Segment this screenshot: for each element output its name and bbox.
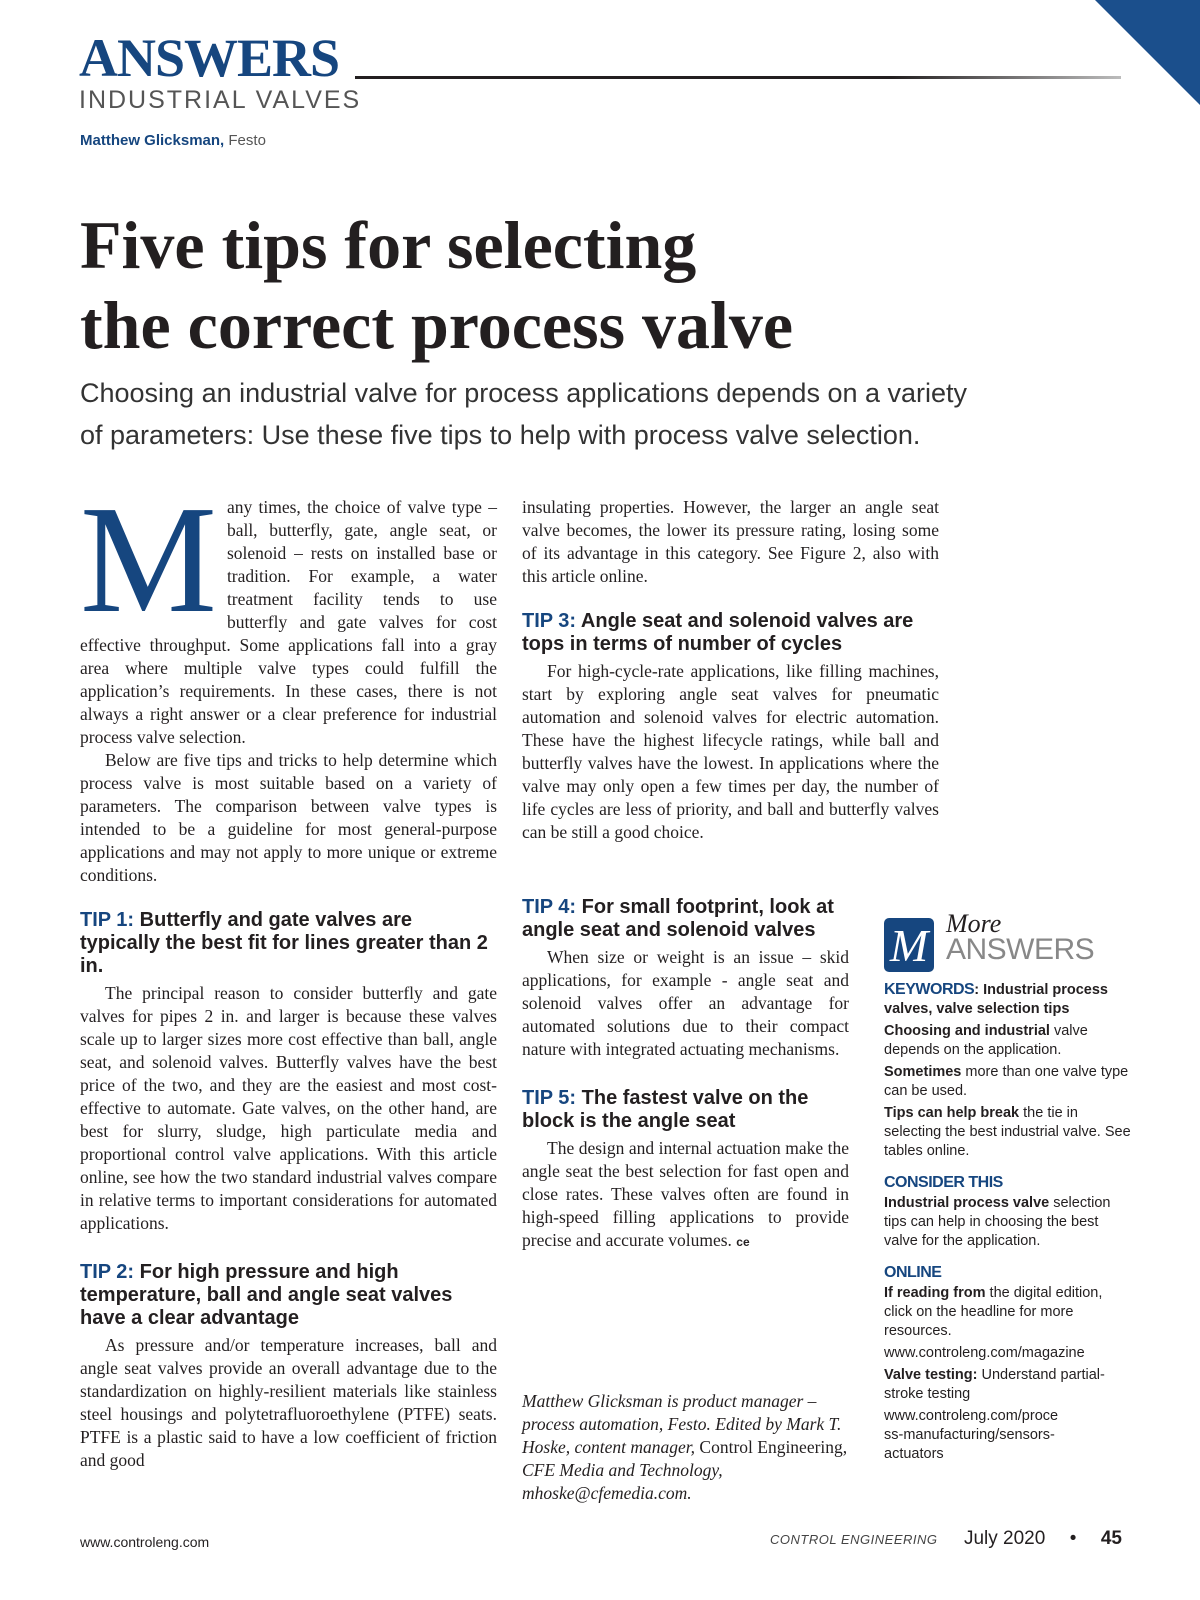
section-subtitle: INDUSTRIAL VALVES — [79, 86, 362, 114]
column-2 — [522, 496, 939, 844]
footer-website[interactable]: www.controleng.com — [80, 1534, 210, 1550]
footer-date: July 2020 — [963, 1528, 1046, 1549]
tip-5-text: The design and internal actuation make the angle seat the best selection for fast open and close rates. These valves often are found in high-speed filling applications to provide precise and accurate volumes. — [522, 1138, 849, 1250]
tip-4-number: TIP 4: — [522, 896, 577, 918]
online-point-2-text: Understand partial-stroke testing — [884, 1367, 1105, 1402]
tip-2-title: For high pressure and high temperature, ball and angle seat valves have a clear advantage — [80, 1261, 453, 1329]
author-bio — [522, 1390, 849, 1505]
tip-4-heading — [522, 896, 849, 942]
tip-5-number: TIP 5: — [522, 1087, 577, 1109]
online-point-2 — [884, 1366, 1134, 1404]
intro-text-1: any times, the choice of valve type – ball, butterfly, gate, angle seat, or solenoid – rests on installed base or tradition. For example, a water treatment facility tends to use butterfly and gate valves for cost effective throughput. Some applications fall into a gray area where multiple valve types could fulfill the application’s requirements. In these cases, there is not always a right answer or a clear preference for industrial process valve selection. — [80, 497, 497, 747]
tip-1-title: Butterfly and gate valves are typically the best fit for lines greater than 2 in. — [80, 909, 488, 977]
tip-5-body — [522, 1137, 849, 1254]
headline-line-1: Five tips for selecting — [80, 207, 697, 283]
column-1 — [80, 475, 497, 1472]
bio-publication: Control Engineering, — [699, 1437, 848, 1457]
end-mark: ce — [736, 1235, 750, 1249]
online-link-valve-testing[interactable]: www.controleng.com/process-manufacturing/sensors-actuators — [884, 1408, 1059, 1462]
consider-this-rest: selection tips can help in choosing the best valve for the application. — [884, 1195, 1111, 1249]
logo-answers: ANSWERS — [946, 933, 1095, 966]
intro-paragraph-1 — [80, 475, 497, 749]
footer-folio — [770, 1528, 1122, 1550]
keyword-point-2-text: more than one valve type can be used. — [884, 1064, 1129, 1099]
tip-3-heading — [522, 610, 939, 656]
tip-2-body: As pressure and/or temperature increases, ball and angle seat valves provide an overall advantage due to the standardization on highly-resilient materials like stainless steel housings and polytetrafluoroethylene (PTFE) seats. PTFE is a plastic said to have a low coefficient of friction and good — [80, 1335, 497, 1470]
header-rule — [355, 76, 1121, 79]
headline-line-2: the correct process valve — [80, 287, 794, 363]
online-point-2-bold: Valve testing: — [884, 1367, 978, 1383]
consider-this-bold: Industrial process valve — [884, 1195, 1050, 1211]
column-2-lower — [522, 896, 849, 1254]
more-answers-logo — [884, 909, 1134, 980]
tip-3-number: TIP 3: — [522, 610, 577, 632]
online-point-1-text: the digital edition, click on the headline for more resources. — [884, 1285, 1103, 1339]
tip-3-title: Angle seat and solenoid valves are tops in terms of number of cycles — [522, 610, 914, 655]
consider-this-text — [884, 1194, 1134, 1251]
tip-1-number: TIP 1: — [80, 909, 135, 931]
section-title: ANSWERS — [79, 28, 340, 88]
tip-1-body: The principal reason to consider butterfly and gate valves for pipes 2 in. and larger is because these valves scale up to larger sizes more cost effective than ball, angle seat, and solenoid valves. Butterfly valves have the best price of the two, and they are the easiest and most cost-effective to automate. Gate valves, on the other hand, are best for slurry, sludge, high particulate media and proportional control valve applications. With this article online, see how the two standard industrial valves compare in relative terms to important considerations for automated applications. — [80, 983, 497, 1233]
corner-triangle — [1095, 0, 1200, 105]
keyword-point-2-bold: Sometimes — [884, 1064, 962, 1080]
author-org: Festo — [228, 132, 266, 149]
deck-line-1: Choosing an industrial valve for process applications depends on a variety — [80, 378, 968, 408]
author-name: Matthew Glicksman, — [80, 132, 225, 149]
consider-this-label: CONSIDER THIS — [884, 1174, 1003, 1191]
keyword-point-2 — [884, 1063, 1134, 1101]
tip-2-heading — [80, 1261, 497, 1330]
tip-2-number: TIP 2: — [80, 1261, 135, 1283]
tip-1-heading — [80, 909, 497, 978]
keyword-point-3-text: the tie in selecting the best industrial valve. See tables online. — [884, 1105, 1131, 1159]
logo-more: More — [946, 909, 1002, 938]
keyword-point-3 — [884, 1104, 1134, 1161]
online-link-magazine[interactable]: www.controleng.com/magazine — [884, 1345, 1085, 1361]
footer-bullet: • — [1069, 1528, 1077, 1549]
bio-name: Matthew Glicksman — [522, 1391, 663, 1411]
tip-5-heading — [522, 1087, 849, 1133]
online-point-1 — [884, 1284, 1134, 1341]
deck-line-2: of parameters: Use these five tips to help with process valve selection. — [80, 420, 921, 450]
keyword-point-1-bold: Choosing and industrial — [884, 1023, 1050, 1039]
keywords — [884, 980, 1134, 1019]
online-point-1-bold: If reading from — [884, 1285, 986, 1301]
deck — [80, 372, 1160, 456]
keywords-text: : Industrial process valves, valve selection tips — [884, 982, 1108, 1017]
drop-cap: M — [80, 475, 217, 645]
byline — [80, 132, 266, 149]
keyword-point-3-bold: Tips can help break — [884, 1105, 1020, 1121]
intro-paragraph-2: Below are five tips and tricks to help determine which process valve is most suitable based on a variety of parameters. The comparison between valve types is intended to be a guideline for most general-purpose applications and may not apply to more unique or extreme conditions. — [80, 750, 497, 885]
keywords-label: KEYWORDS — [884, 981, 975, 998]
keyword-point-1-text: valve depends on the application. — [884, 1023, 1088, 1058]
logo-m-badge: M — [884, 918, 934, 972]
tip-4-title: For small footprint, look at angle seat and solenoid valves — [522, 896, 834, 941]
headline[interactable] — [80, 205, 1140, 365]
keyword-point-1 — [884, 1022, 1134, 1060]
bio-role: is product manager – process automation, Festo. Edited by Mark T. Hoske, content manager, — [522, 1391, 842, 1457]
tip-3-body: For high-cycle-rate applications, like filling machines, start by exploring angle seat valves for pneumatic automation and solenoid valves for electric automation. These have the highest lifecycle ratings, while ball and butterfly valves have the lowest. In applications where the valve may only open a few times per day, the number of life cycles are less of priority, and ball and butterfly valves can be still a good choice. — [522, 661, 939, 842]
more-answers-sidebar — [884, 909, 1134, 1467]
online-label: ONLINE — [884, 1264, 942, 1281]
footer-publication: CONTROL ENGINEERING — [770, 1532, 938, 1547]
bio-rest: CFE Media and Technology, mhoske@cfemedia.com. — [522, 1460, 723, 1503]
page-number: 45 — [1100, 1528, 1122, 1549]
tip-5-title: The fastest valve on the block is the angle seat — [522, 1087, 809, 1132]
tip-4-body: When size or weight is an issue – skid applications, for example - angle seat and solenoid valves offer an advantage for automated solutions due to their compact nature with integrated actuating mechanisms. — [522, 947, 849, 1059]
tip-2-continued: insulating properties. However, the larger an angle seat valve becomes, the lower its pressure rating, losing some of its advantage in this category. See Figure 2, also with this article online. — [522, 497, 939, 586]
